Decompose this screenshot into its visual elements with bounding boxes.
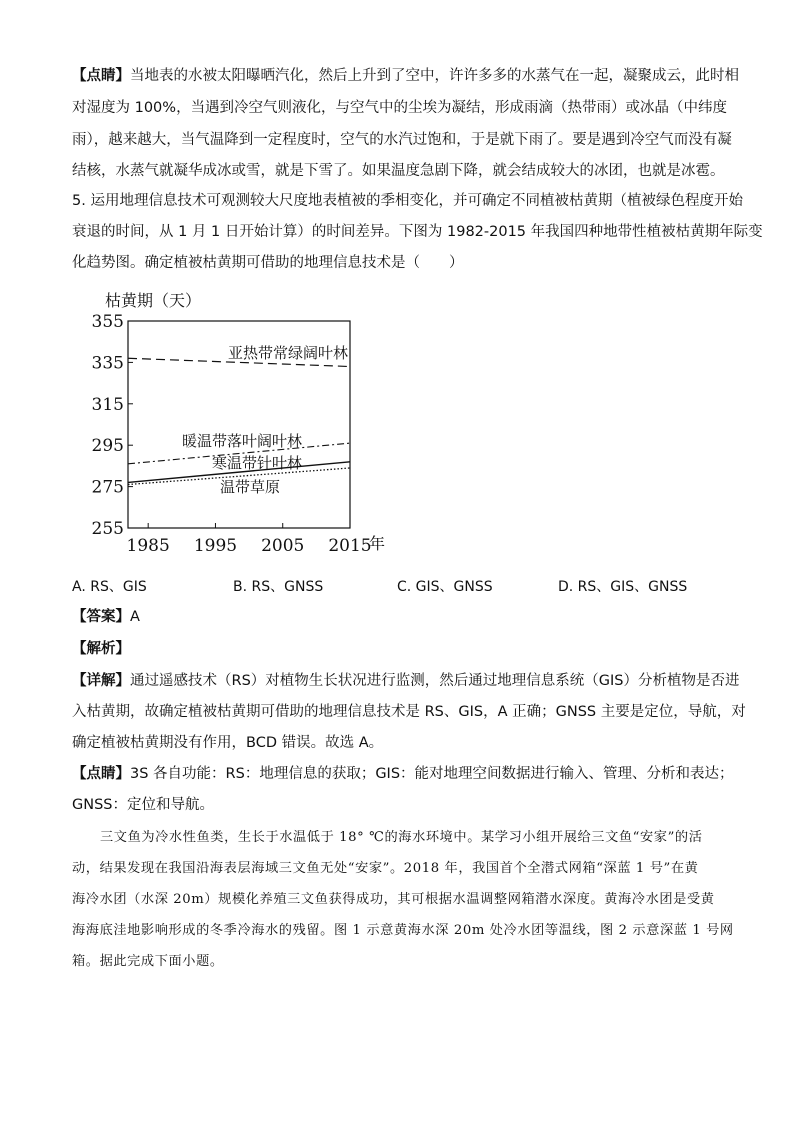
answer-line	[72, 607, 140, 627]
tip2-tag: 【点睛】	[72, 766, 130, 782]
tip-tag: 【点睛】	[72, 68, 130, 84]
material-line-5: 箱。据此完成下面小题。	[72, 954, 224, 969]
answer-tag: 【答案】	[72, 609, 130, 625]
y-tick-label-255: 255	[91, 519, 124, 539]
tip-line-1: 【点睛】当地表的水被太阳曝晒汽化，然后上升到了空中，许许多多的水蒸气在一起，凝聚成云，此时相	[72, 68, 739, 84]
option-a: A. RS、GIS	[72, 579, 147, 595]
x-tick-label-1985: 1985	[126, 536, 170, 556]
y-tick-label-315: 315	[91, 394, 124, 415]
tip-line-2: 对湿度为 100%，当遇到冷空气则液化，与空气中的尘埃为凝结，形成雨滴（热带雨）或冰晶（中纬度	[72, 100, 728, 116]
withering-period-chart	[91, 288, 395, 558]
material-line-3: 海冷水团（水深 20m）规模化养殖三文鱼获得成功，其可根据水温调整网箱潜水深度。黄海冷水团是受黄	[72, 892, 715, 907]
x-tick-label-1995: 1995	[193, 536, 238, 556]
y-tick-label-275: 275	[91, 477, 124, 498]
detail-line-3: 确定植被枯黄期没有作用，BCD 错误。故选 A。	[72, 735, 384, 751]
material-line-2: 动，结果发现在我国沿海表层海域三文鱼无处“安家”。2018 年，我国首个全潜式网箱“深蓝 1 号”在黄	[72, 861, 699, 876]
y-axis-label: 枯黄期（天）	[105, 291, 202, 310]
option-b: B. RS、GNSS	[233, 579, 324, 595]
x-tick-label-2005: 2005	[261, 536, 305, 556]
y-tick-label-335: 335	[91, 353, 124, 374]
x-axis-unit: 年	[369, 534, 386, 553]
analysis-tag: 【解析】	[72, 641, 130, 657]
series-label-dashdot: 暖温带落叶阔叶林	[181, 432, 303, 450]
detail-line-2: 入枯黄期，故确定植被枯黄期可借助的地理信息技术是 RS、GIS，A 正确；GNSS 主要是定位，导航，对	[72, 704, 746, 720]
detail-line-1: 【详解】通过遥感技术（RS）对植物生长状况进行监测，然后通过地理信息系统（GIS）分析植物是否进	[72, 673, 740, 689]
material-line-4: 海海底洼地影响形成的冬季冷海水的残留。图 1 示意黄海水深 20m 处冷水团等温线，图 2 示意深蓝 1 号网	[72, 923, 734, 938]
y-tick-label-295: 295	[91, 436, 124, 457]
option-d: D. RS、GIS、GNSS	[558, 579, 688, 595]
series-label-dashed: 亚热带常绿阔叶林	[227, 344, 349, 362]
question-line-1: 5. 运用地理信息技术可观测较大尺度地表植被的季相变化，并可确定不同植被枯黄期（植被绿色程度开始	[72, 193, 743, 209]
series-label-dotted: 温带草原	[219, 478, 281, 496]
y-tick-label-355: 355	[91, 312, 124, 332]
answer-value: A	[130, 609, 140, 625]
x-tick-label-2015: 2015	[328, 536, 372, 556]
material-line-1: 三文鱼为冷水性鱼类，生长于水温低于 18° ℃的海水环境中。某学习小组开展给三文鱼“安家”的活	[100, 830, 703, 845]
question-line-3: 化趋势图。确定植被枯黄期可借助的地理信息技术是（ ）	[72, 255, 464, 271]
tip-line-3: 雨），越来越大，当气温降到一定程度时，空气的水汽过饱和，于是就下雨了。要是遇到冷空气而没有凝	[72, 132, 732, 148]
analysis-line	[72, 639, 130, 659]
tip2-line-1: 【点睛】3S 各自功能：RS：地理信息的获取；GIS：能对地理空间数据进行输入、管理、分析和表达；	[72, 766, 734, 782]
tip-line-4: 结核，水蒸气就凝华成冰或雪，就是下雪了。如果温度急剧下降，就会结成较大的冰团，也就是冰雹。	[72, 163, 725, 179]
detail-tag: 【详解】	[72, 673, 130, 689]
option-c: C. GIS、GNSS	[397, 579, 493, 595]
tip2-line-2: GNSS：定位和导航。	[72, 797, 214, 813]
question-line-2: 衰退的时间，从 1 月 1 日开始计算）的时间差异。下图为 1982-2015 年我国四种地带性植被枯黄期年际变	[72, 224, 763, 240]
series-label-solid: 寒温带针叶林	[211, 454, 303, 472]
